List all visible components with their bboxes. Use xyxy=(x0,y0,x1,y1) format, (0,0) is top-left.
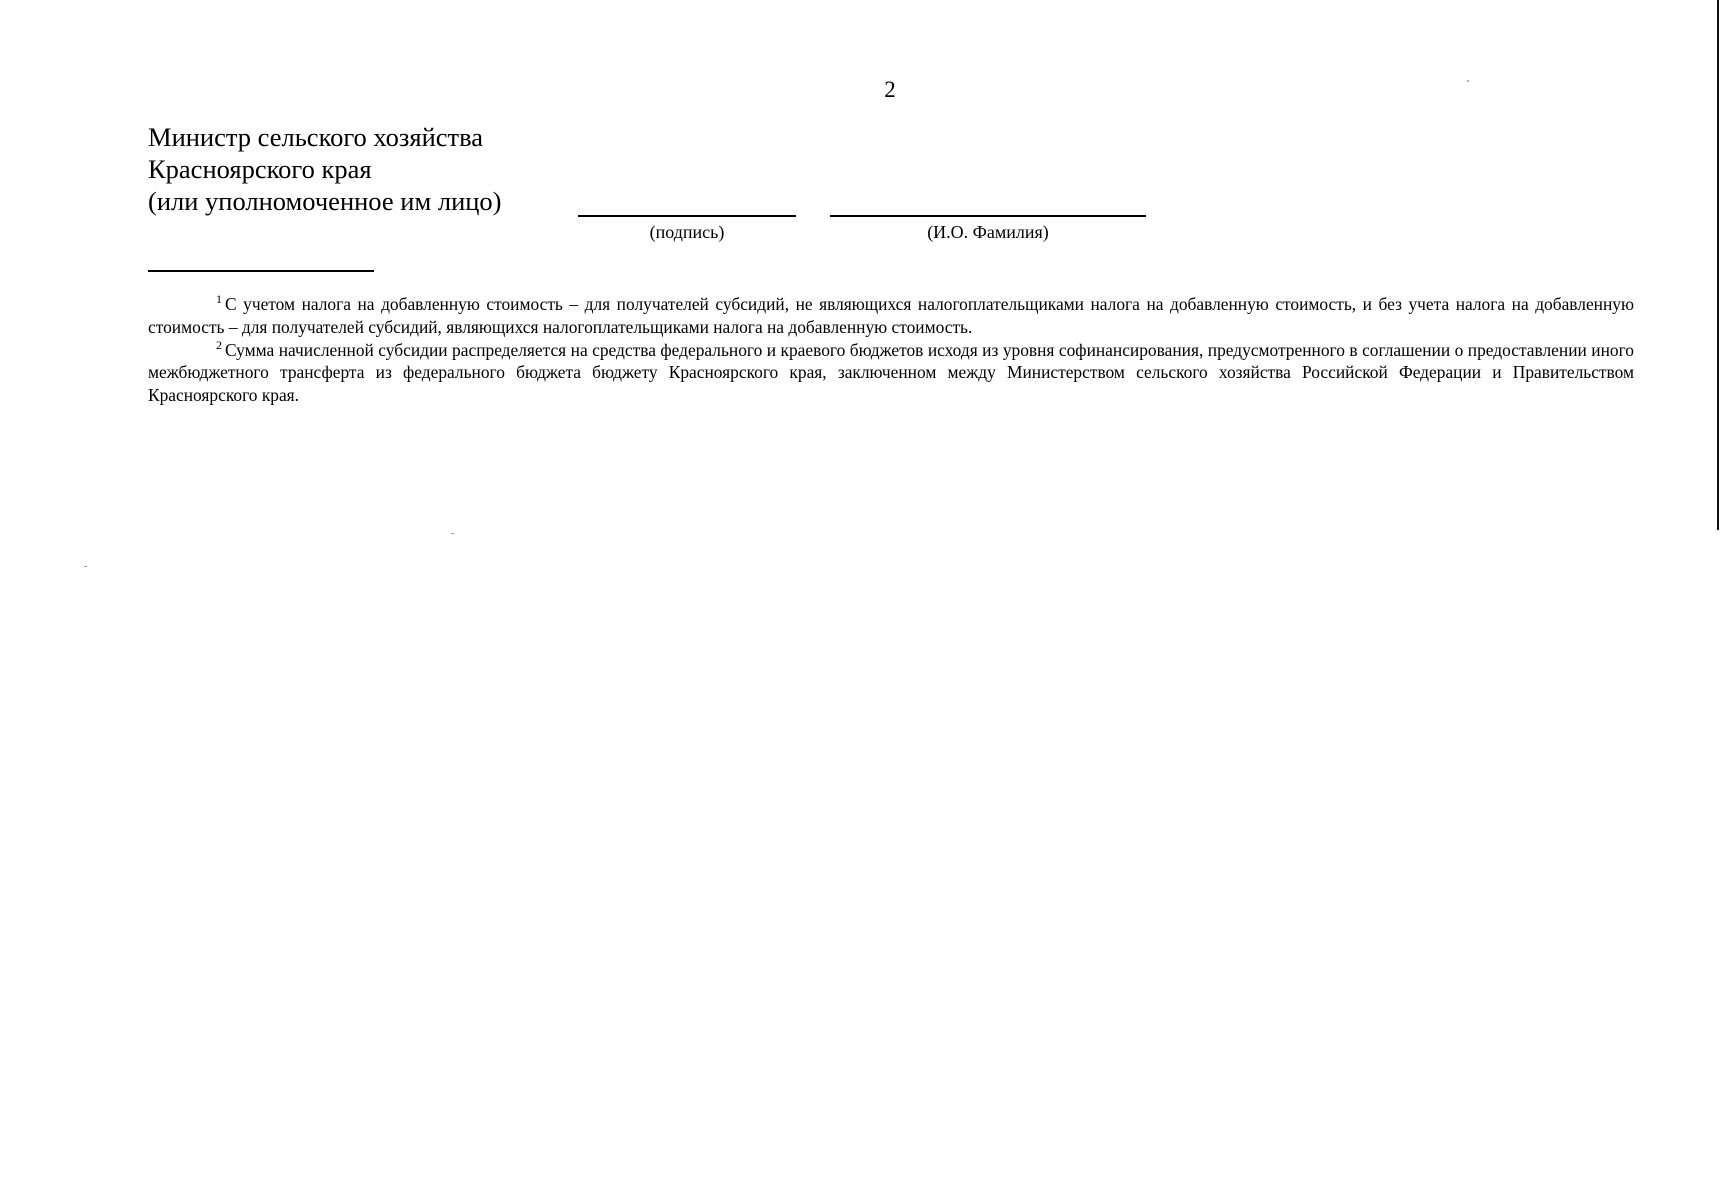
scan-speck xyxy=(1467,80,1469,82)
signer-title-line-3: (или уполномоченное им лицо) xyxy=(148,186,502,216)
scan-speck xyxy=(84,566,87,567)
footnote-1-marker: 1 xyxy=(216,292,222,306)
footnote-1 xyxy=(148,293,1634,339)
full-name-caption: (И.О. Фамилия) xyxy=(927,222,1049,242)
signer-title-block xyxy=(148,121,502,217)
footnote-2 xyxy=(148,339,1634,407)
page-number: 2 xyxy=(884,77,896,102)
footnotes xyxy=(148,293,1634,407)
signature-caption: (подпись) xyxy=(649,222,725,242)
footnote-1-text: С учетом налога на добавленную стоимость – для получателей субсидий, не являющихся налогоплательщиками налога на добавленную стоимость, и без учета налога на добавленную стоимость – для получателей субсидий, являющихся налогоплательщиками налога на добавленную стоимость. xyxy=(148,294,1634,337)
footnote-2-text: Сумма начисленной субсидии распределяется на средства федерального и краевого бюджетов исходя из уровня софинансирования, предусмотренного в соглашении о предоставлении иного межбюджетного трансферта из федерального бюджета бюджету Красноярского края, заключенном между Министерством сельского хозяйства Российской Федерации и Правительством Красноярского края. xyxy=(148,339,1634,406)
signer-title-line-2: Красноярского края xyxy=(148,154,372,184)
footnote-2-marker: 2 xyxy=(216,337,222,352)
scan-speck xyxy=(451,533,454,534)
signature-field xyxy=(578,215,796,243)
full-name-field xyxy=(830,215,1146,243)
scan-edge-line xyxy=(1717,0,1719,530)
signer-title-line-1: Министр сельского хозяйства xyxy=(148,122,484,152)
footnote-separator xyxy=(148,270,374,272)
